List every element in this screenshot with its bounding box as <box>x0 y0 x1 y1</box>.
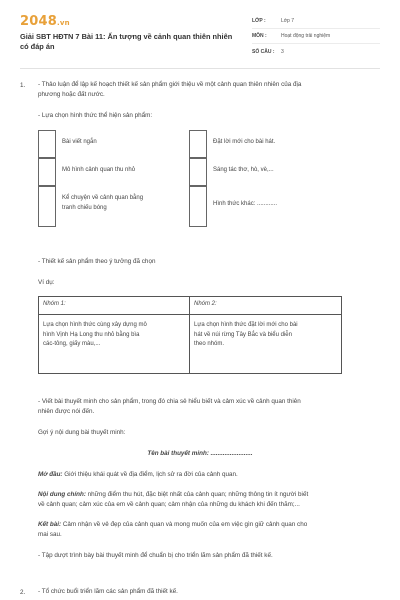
example-column <box>190 297 341 373</box>
conclusion-text: Cảm nhận về vẻ đẹp của cảnh quan và mong muốn của em việc gìn giữ cảnh quan cho <box>61 521 308 528</box>
option-label: Kể chuyện về cảnh quan bằng <box>62 195 144 201</box>
option-label: Mô hình cảnh quan thu nhỏ <box>62 167 136 173</box>
main-content-text: những điểm thu hút, đặc biệt nhất của cảnh quan; những thông tin ít người biết <box>85 491 309 498</box>
question-number: 1. <box>20 82 26 89</box>
main-content-line-1 <box>38 490 390 500</box>
option-label: Bài viết ngắn <box>62 139 97 145</box>
option-checkbox[interactable] <box>189 130 207 158</box>
example-column <box>39 297 190 373</box>
example-line: hình Vịnh Hạ Long thu nhỏ bằng bìa <box>43 331 140 338</box>
meta-label: LỚP : <box>252 18 266 24</box>
conclusion-line-2: mai sau. <box>38 531 62 538</box>
option-checkbox[interactable] <box>189 158 207 186</box>
opening-text: Giới thiệu khái quát về địa điểm, lịch sử ra đời của cảnh quan. <box>62 471 238 478</box>
option-checkbox[interactable] <box>38 158 56 186</box>
main-content-line-2: về cảnh quan; cảm xúc của em về cảnh quan; cảm nhận của những du khách khi đến thăm;... <box>38 501 300 508</box>
example-label: Ví dụ: <box>38 279 55 286</box>
presentation-title-line: Tên bài thuyết minh: ........................ <box>147 450 253 457</box>
opening-label: Mở đầu: <box>38 471 63 478</box>
meta-label: MÔN : <box>252 33 267 39</box>
document-title: Giải SBT HĐTN 7 Bài 11: Ấn tượng về cảnh quan thiên nhiên có đáp án <box>20 32 233 51</box>
option-label: Sáng tác thơ, hò, vè,... <box>213 167 274 173</box>
site-logo[interactable]: 2048.vn <box>20 14 70 29</box>
meta-row-subject <box>252 29 380 44</box>
conclusion-label: Kết bài: <box>38 521 62 528</box>
main-content-label: Nội dung chính: <box>38 491 86 498</box>
q2-text: - Tổ chức buổi triển lãm các sản phẩm đã thiết kế. <box>38 588 178 595</box>
example-line: theo nhóm. <box>194 341 225 348</box>
example-body <box>194 321 336 350</box>
example-line: các-tông, giấy màu,... <box>43 341 101 348</box>
meta-value: Lớp 7 <box>281 18 295 24</box>
option-label: Hình thức khác: ............ <box>213 201 278 207</box>
q1-intro-line-1: - Thảo luận để lập kế hoạch thiết kế sản phẩm giới thiệu về một cảnh quan thiên nhiên của địa <box>38 81 302 88</box>
q1-design: - Thiết kế sản phẩm theo ý tưởng đã chọn <box>38 258 156 265</box>
q1-write-line-2: nhiên được nói đến. <box>38 408 95 415</box>
meta-row-count <box>252 44 380 59</box>
meta-label: SỐ CÂU : <box>252 48 275 55</box>
q1-write-line-1: - Viết bài thuyết minh cho sản phẩm, trong đó chia sẻ hiểu biết và cảm xúc về cảnh quan thiên <box>38 398 301 405</box>
example-header: Nhóm 1: <box>39 297 189 315</box>
conclusion-line-1 <box>38 520 388 530</box>
option-checkbox[interactable] <box>189 186 207 227</box>
practice-line: - Tập dượt trình bày bài thuyết minh để chuẩn bị cho triển lãm sản phẩm đã thiết kế. <box>38 552 273 559</box>
meta-value: 3 <box>281 48 284 55</box>
suggest-label: Gợi ý nội dung bài thuyết minh: <box>38 429 126 436</box>
page-header <box>0 0 400 66</box>
example-header: Nhóm 2: <box>190 297 341 315</box>
example-line: hát về núi rừng Tây Bắc và biểu diễn <box>194 331 292 338</box>
meta-table <box>252 14 380 59</box>
example-table <box>38 296 342 374</box>
meta-row-class <box>252 14 380 29</box>
option-label: tranh chiếu bóng <box>62 205 107 211</box>
meta-value: Hoạt động trải nghiệm <box>281 33 331 39</box>
question-number: 2. <box>20 589 26 596</box>
option-label: Đặt lời mới cho bài hát. <box>213 139 276 145</box>
example-line: Lựa chọn hình thức đặt lời mới cho bài <box>194 322 298 328</box>
opening-paragraph <box>38 470 388 480</box>
option-checkbox[interactable] <box>38 130 56 158</box>
example-body <box>43 321 185 350</box>
option-checkbox[interactable] <box>38 186 56 227</box>
q1-intro-line-2: phương hoặc đất nước. <box>38 91 105 98</box>
example-line: Lựa chọn hình thức cùng xây dựng mô <box>43 322 147 328</box>
q1-choose-form: - Lựa chọn hình thức thể hiện sản phẩm: <box>38 112 153 119</box>
header-divider <box>20 68 380 69</box>
